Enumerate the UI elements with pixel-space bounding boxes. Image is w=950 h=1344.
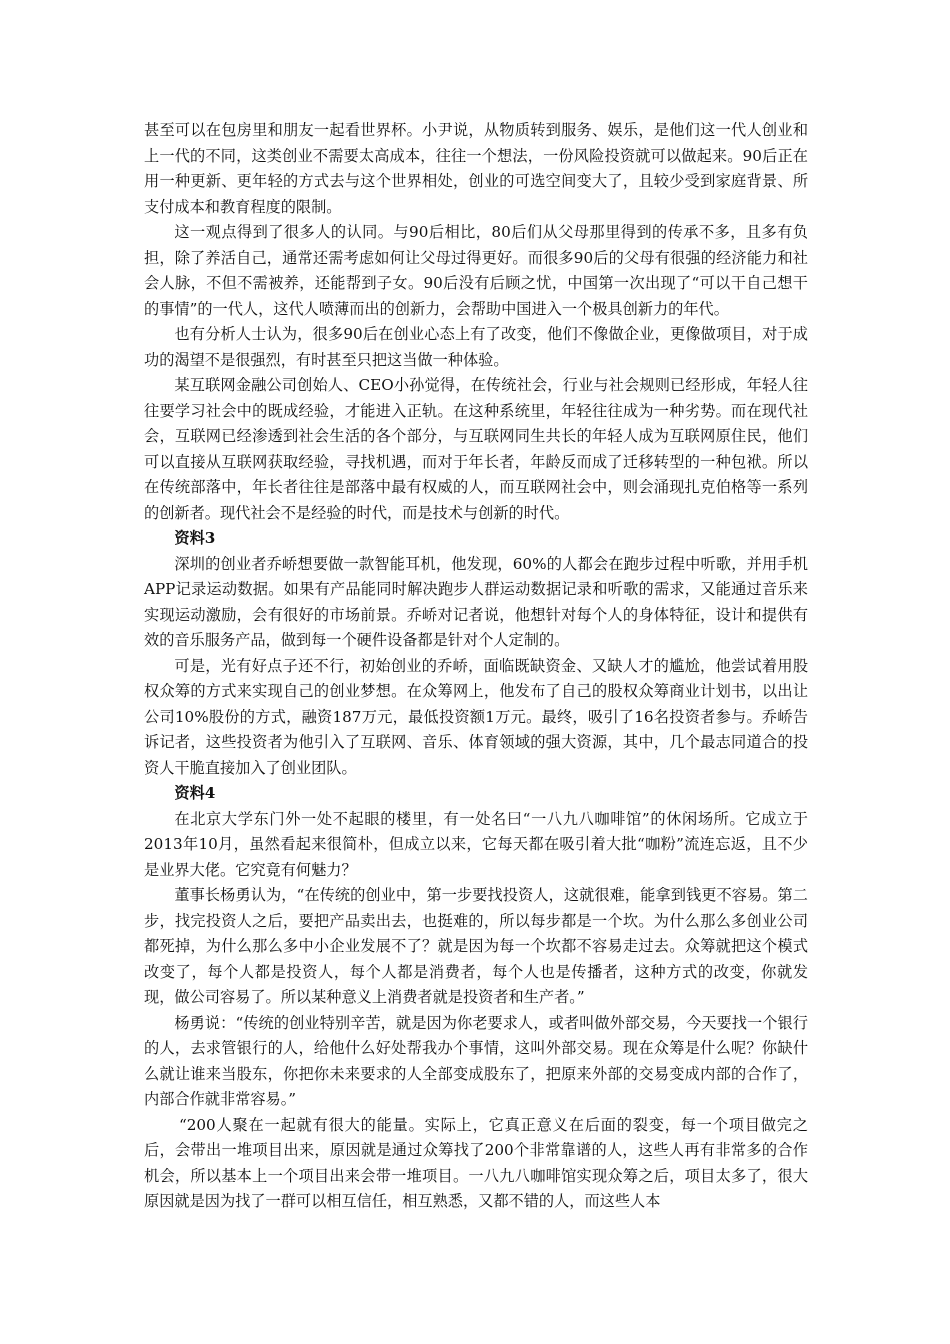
paragraph: 董事长杨勇认为，“在传统的创业中，第一步要找投资人，这就很难，能拿到钱更不容易。第二步，找完投资人之后，要把产品卖出去，也挺难的，所以每步都是一个坎。为什么那么多创业公司都死掉，为什么那么多中小企业发展不了？就是因为每一个坎都不容易走过去。众筹就把这个模式改变了，每个人都是投资人，每个人都是消费者，每个人也是传播者，这种方式的改变，你就发现，做公司容易了。所以某种意义上消费者就是投资者和生产者。” [144, 886, 808, 1006]
paragraph: “200人聚在一起就有很大的能量。实际上，它真正意义在后面的裂变，每一个项目做完之后，会带出一堆项目出来，原因就是通过众筹找了200个非常靠谱的人，这些人再有非常多的合作机会，所以基本上一个项目出来会带一堆项目。一八九八咖啡馆实现众筹之后，项目太多了，很大原因就是因为找了一群可以相互信任，相互熟悉，又都不错的人，而这些人本 [144, 1115, 808, 1210]
section-heading: 资料4 [174, 784, 216, 802]
paragraph: 在北京大学东门外一处不起眼的楼里，有一处名曰“一八九八咖啡馆”的休闲场所。它成立于2013年10月，虽然看起来很简朴，但成立以来，它每天都在吸引着大批“咖粉”流连忘返，且不少是业界大佬。它究竟有何魅力？ [144, 809, 808, 879]
section-heading: 资料3 [174, 529, 216, 547]
paragraph: 甚至可以在包房里和朋友一起看世界杯。小尹说，从物质转到服务、娱乐，是他们这一代人创业和上一代的不同，这类创业不需要太高成本，往往一个想法，一份风险投资就可以做起来。90后正在用一种更新、更年轻的方式去与这个世界相处，创业的可选空间变大了，且较少受到家庭背景、所支付成本和教育程度的限制。 [144, 121, 808, 216]
paragraph: 杨勇说：“传统的创业特别辛苦，就是因为你老要求人，或者叫做外部交易，今天要找一个银行的人，去求管银行的人，给他什么好处帮我办个事情，这叫外部交易。现在众筹是什么呢？你缺什么就让谁来当股东，你把你未来要求的人全部变成股东了，把原来外部的交易变成内部的合作了，内部合作就非常容易。” [144, 1013, 808, 1108]
paragraph: 某互联网金融公司创始人、CEO小孙觉得，在传统社会，行业与社会规则已经形成，年轻人往往要学习社会中的既成经验，才能进入正轨。在这种系统里，年轻往往成为一种劣势。而在现代社会，互联网已经渗透到社会生活的各个部分，与互联网同生共长的年轻人成为互联网原住民，他们可以直接从互联网获取经验，寻找机遇，而对于年长者，年龄反而成了迁移转型的一种包袱。所以在传统部落中，年长者往往是部落中最有权威的人，而互联网社会中，则会涌现扎克伯格等一系列的创新者。现代社会不是经验的时代，而是技术与创新的时代。 [144, 376, 808, 522]
paragraph: 深圳的创业者乔峤想要做一款智能耳机，他发现，60%的人都会在跑步过程中听歌，并用手机APP记录运动数据。如果有产品能同时解决跑步人群运动数据记录和听歌的需求，又能通过音乐来实现运动激励，会有很好的市场前景。乔峤对记者说，他想针对每个人的身体特征，设计和提供有效的音乐服务产品，做到每一个硬件设备都是针对个人定制的。 [144, 554, 808, 649]
document-page [144, 118, 808, 1215]
paragraph: 也有分析人士认为，很多90后在创业心态上有了改变，他们不像做企业，更像做项目，对于成功的渴望不是很强烈，有时甚至只把这当做一种体验。 [144, 325, 808, 369]
paragraph: 这一观点得到了很多人的认同。与90后相比，80后们从父母那里得到的传承不多，且多有负担，除了养活自己，通常还需考虑如何让父母过得更好。而很多90后的父母有很强的经济能力和社会人脉，不但不需被养，还能帮到子女。90后没有后顾之忧，中国第一次出现了“可以干自己想干的事情”的一代人，这代人喷薄而出的创新力，会帮助中国进入一个极具创新力的年代。 [144, 223, 808, 318]
paragraph: 可是，光有好点子还不行，初始创业的乔峤，面临既缺资金、又缺人才的尴尬，他尝试着用股权众筹的方式来实现自己的创业梦想。在众筹网上，他发布了自己的股权众筹商业计划书，以出让公司10%股份的方式，融资187万元，最低投资额1万元。最终，吸引了16名投资者参与。乔峤告诉记者，这些投资者为他引入了互联网、音乐、体育领域的强大资源，其中，几个最志同道合的投资人干脆直接加入了创业团队。 [144, 656, 808, 777]
